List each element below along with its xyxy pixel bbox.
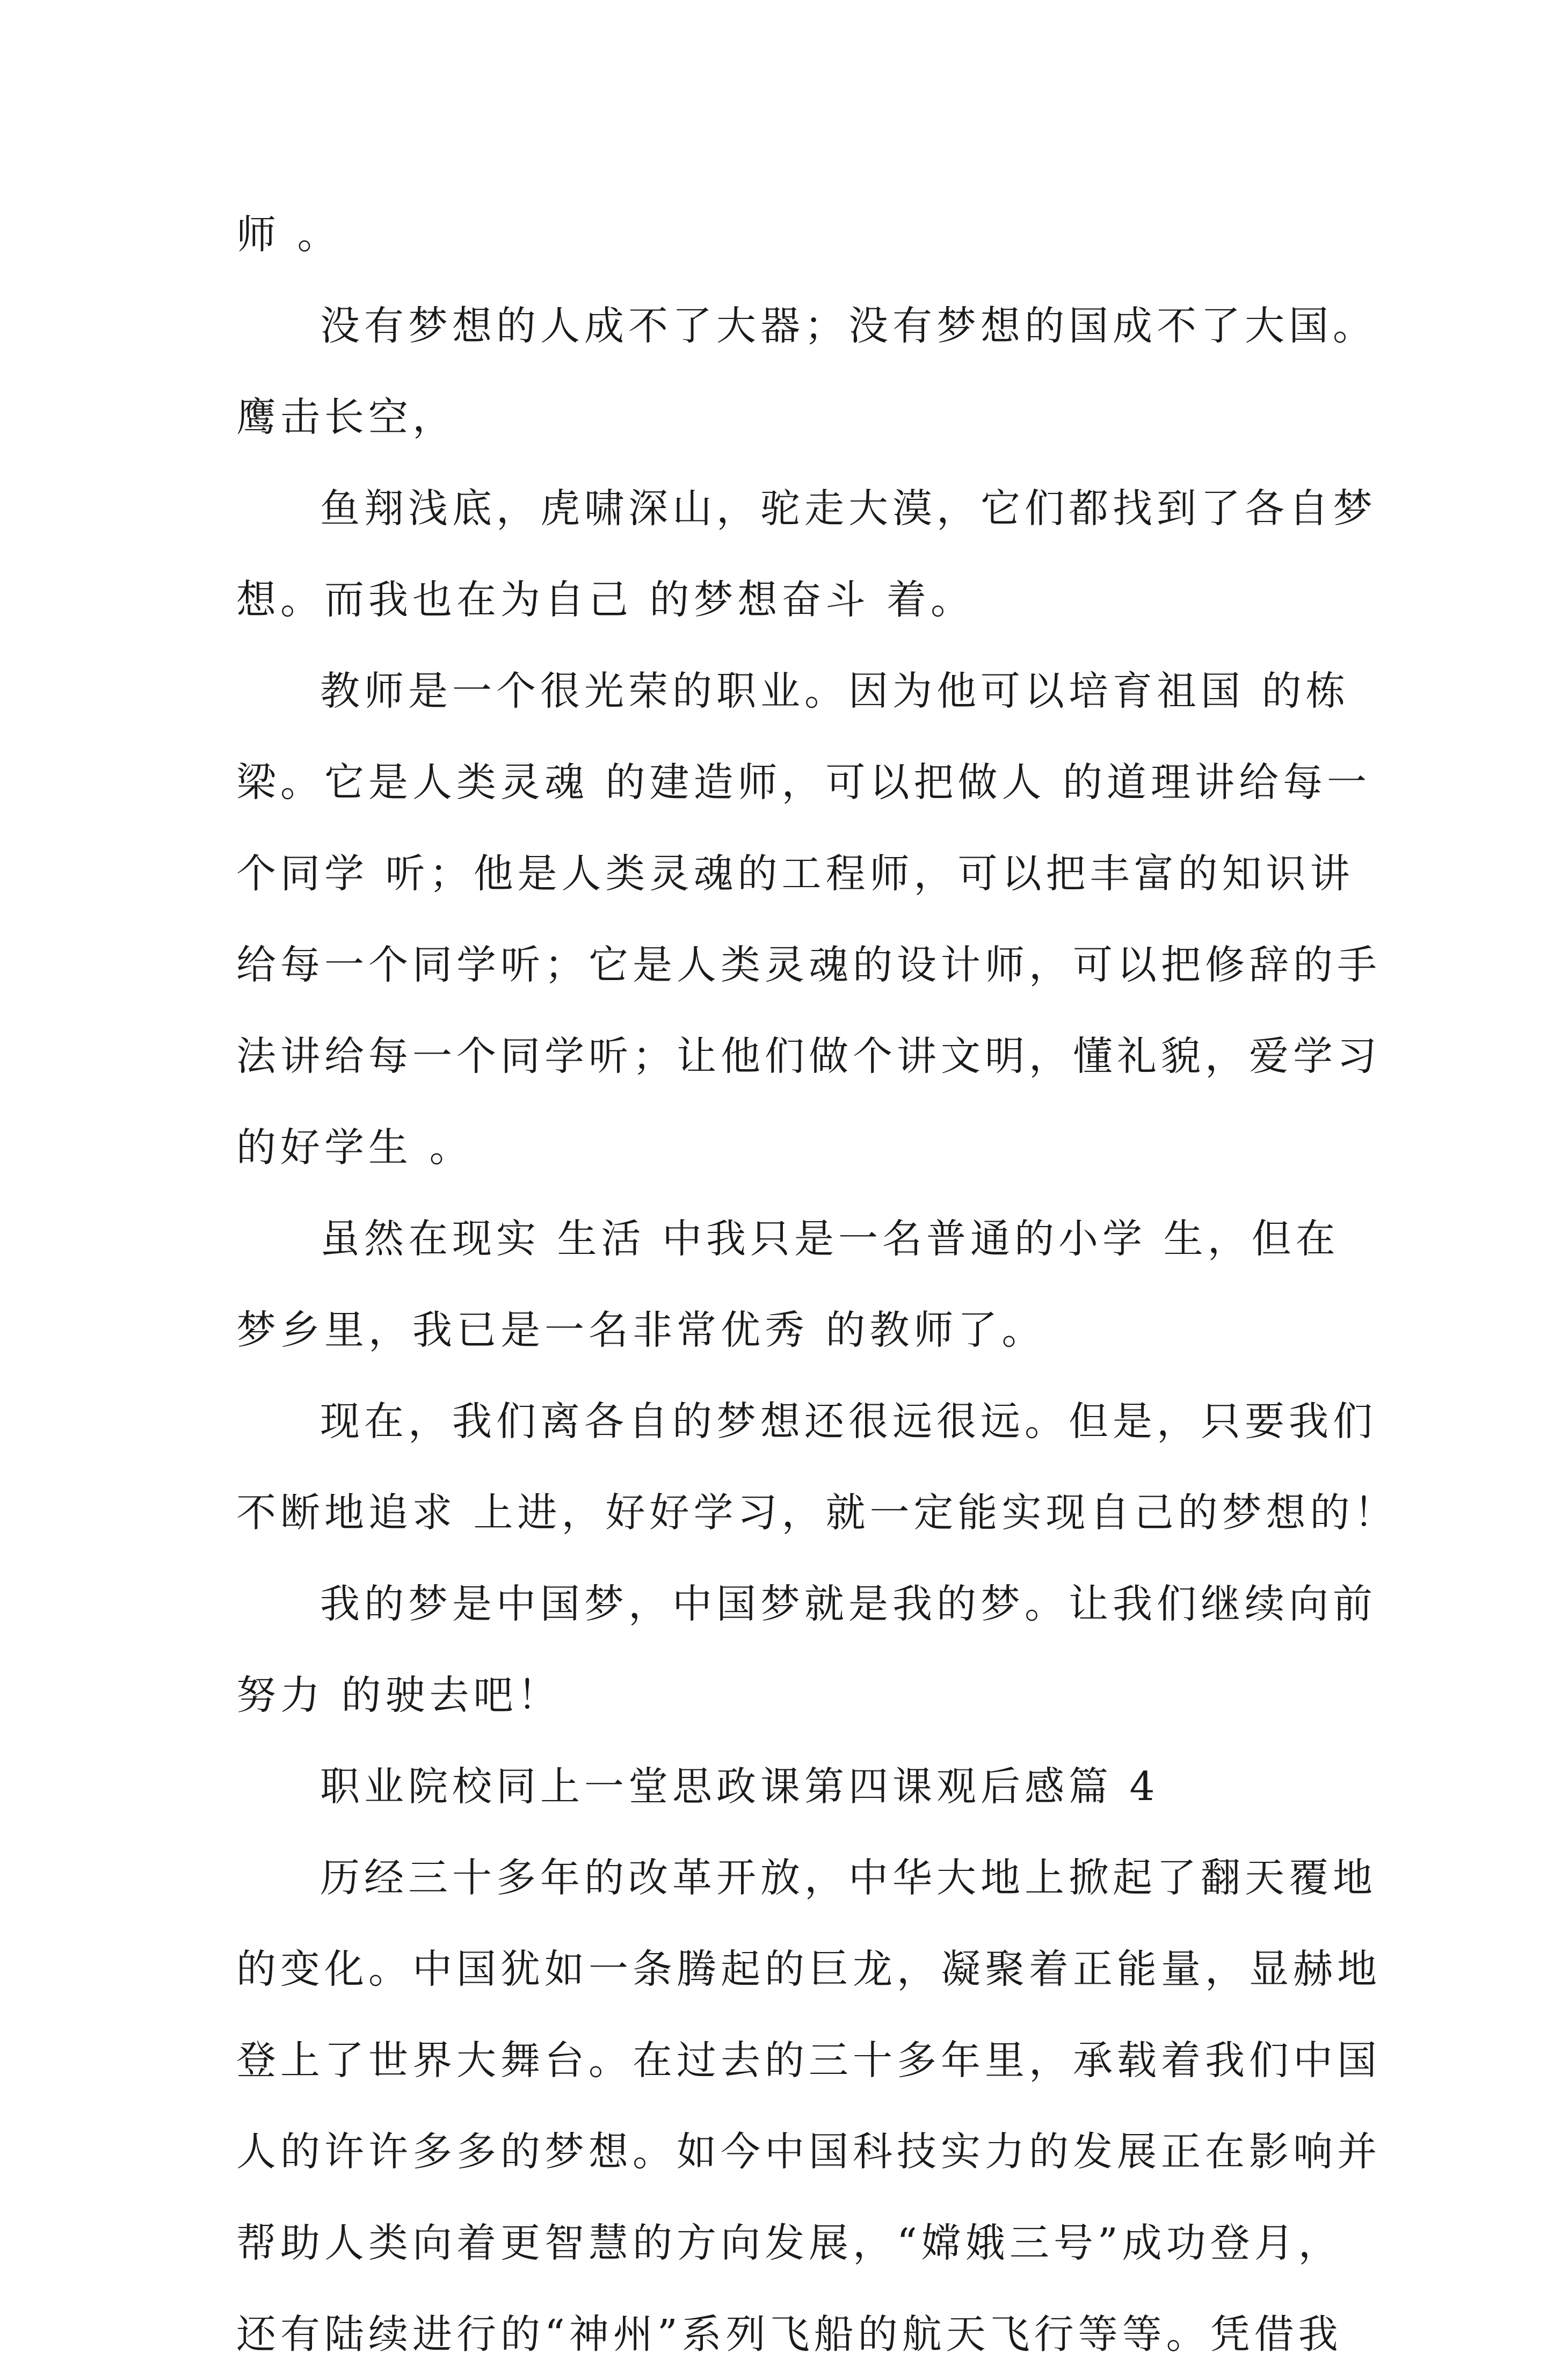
text-line: 梦乡里，我已是一名非常优秀 的教师了。 [236,1307,1046,1353]
text-line: 我的梦是中国梦，中国梦就是我的梦。让我们继续向前 [320,1581,1377,1627]
text-line: 师 。 [236,212,342,258]
document-body [236,189,1398,2380]
text-line: 的好学生 。 [236,1124,474,1171]
text-line: 个同学 听；他是人类灵魂的工程师，可以把丰富的知识讲 [236,851,1354,897]
text-line: 教师是一个很光荣的职业。因为他可以培育祖国 的栋 [320,668,1350,714]
section-heading: 职业院校同上一堂思政课第四课观后感篇 4 [320,1764,1159,1810]
text-line: 帮助人类向着更智慧的方向发展，“嫦娥三号”成功登月， [236,2220,1342,2266]
text-line: 现在，我们离各自的梦想还很远很远。但是，只要我们 [320,1398,1377,1445]
text-line: 鱼翔浅底，虎啸深山，驼走大漠，它们都找到了各自梦 [320,485,1377,532]
text-line: 鹰击长空， [236,394,456,440]
text-line: 登上了世界大舞台。在过去的三十多年里，承载着我们中国 [236,2037,1381,2084]
text-line: 给每一个同学听；它是人类灵魂的设计师，可以把修辞的手 [236,942,1381,988]
text-line: 没有梦想的人成不了大器；没有梦想的国成不了大国。 [320,303,1377,349]
text-line: 法讲给每一个同学听；让他们做个讲文明，懂礼貌，爱学习 [236,1033,1381,1079]
text-line: 人的许许多多的梦想。如今中国科技实力的发展正在影响并 [236,2129,1381,2175]
text-line: 的变化。中国犹如一条腾起的巨龙，凝聚着正能量，显赫地 [236,1946,1381,1992]
text-line: 梁。它是人类灵魂 的建造师，可以把做人 的道理讲给每一 [236,759,1371,806]
text-line: 不断地追求 上进，好好学习，就一定能实现自己的梦想的！ [236,1490,1398,1536]
text-line: 还有陆续进行的“神州”系列飞船的航天飞行等等。凭借我 [236,2311,1342,2357]
text-line: 努力 的驶去吧！ [236,1672,562,1718]
text-line: 想。而我也在为自己 的梦想奋斗 着。 [236,577,975,623]
text-line: 历经三十多年的改革开放，中华大地上掀起了翻天覆地 [320,1855,1377,1901]
text-line: 虽然在现实 生活 中我只是一名普通的小学 生，但在 [320,1216,1340,1262]
